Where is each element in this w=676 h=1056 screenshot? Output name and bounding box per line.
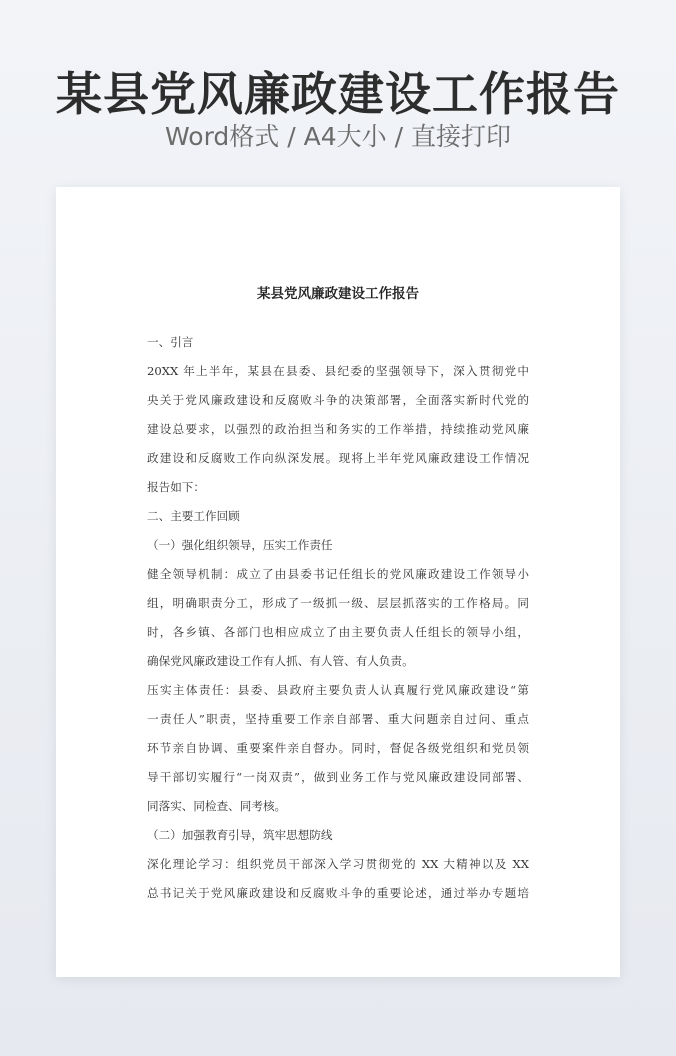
- document-line: 组，明确职责分工，形成了一级抓一级、层层抓落实的工作格局。同: [147, 596, 529, 610]
- document-line: （二）加强教育引导，筑牢思想防线: [147, 828, 333, 842]
- document-line: 政建设和反腐败工作向纵深发展。现将上半年党风廉政建设工作情况: [147, 451, 529, 465]
- document-title: 某县党风廉政建设工作报告: [257, 286, 419, 302]
- document-line: 一责任人”职责，坚持重要工作亲自部署、重大问题亲自过问、重点: [147, 712, 529, 726]
- document-line: 深化理论学习：组织党员干部深入学习贯彻党的 XX 大精神以及 XX: [147, 857, 529, 871]
- document-line: 20XX 年上半年，某县在县委、县纪委的坚强领导下，深入贯彻党中: [147, 364, 529, 378]
- document-line: 报告如下：: [147, 480, 205, 494]
- document-line: 环节亲自协调、重要案件亲自督办。同时，督促各级党组织和党员领: [147, 741, 529, 755]
- document-line: （一）强化组织领导，压实工作责任: [147, 538, 333, 552]
- document-line: 确保党风廉政建设工作有人抓、有人管、有人负责。: [147, 654, 414, 668]
- document-line: 时，各乡镇、各部门也相应成立了由主要负责人任组长的领导小组，: [147, 625, 529, 639]
- document-body: [147, 328, 529, 908]
- document-line: 一、引言: [147, 335, 194, 349]
- banner-title: 某县党风廉政建设工作报告: [56, 67, 620, 121]
- document-line: 健全领导机制：成立了由县委书记任组长的党风廉政建设工作领导小: [147, 567, 529, 581]
- document-line: 总书记关于党风廉政建设和反腐败斗争的重要论述，通过举办专题培: [147, 886, 529, 900]
- document-line: 央关于党风廉政建设和反腐败斗争的决策部署，全面落实新时代党的: [147, 393, 529, 407]
- document-line: 压实主体责任：县委、县政府主要负责人认真履行党风廉政建设“第: [147, 683, 529, 697]
- banner-subtitle: Word格式 / A4大小 / 直接打印: [165, 122, 511, 151]
- document-line: 同落实、同检查、同考核。: [147, 799, 287, 813]
- document-line: 二、主要工作回顾: [147, 509, 240, 523]
- document-line: 导干部切实履行“一岗双责”，做到业务工作与党风廉政建设同部署、: [147, 770, 529, 784]
- document-page: [56, 187, 620, 977]
- document-line: 建设总要求，以强烈的政治担当和务实的工作举措，持续推动党风廉: [147, 422, 529, 436]
